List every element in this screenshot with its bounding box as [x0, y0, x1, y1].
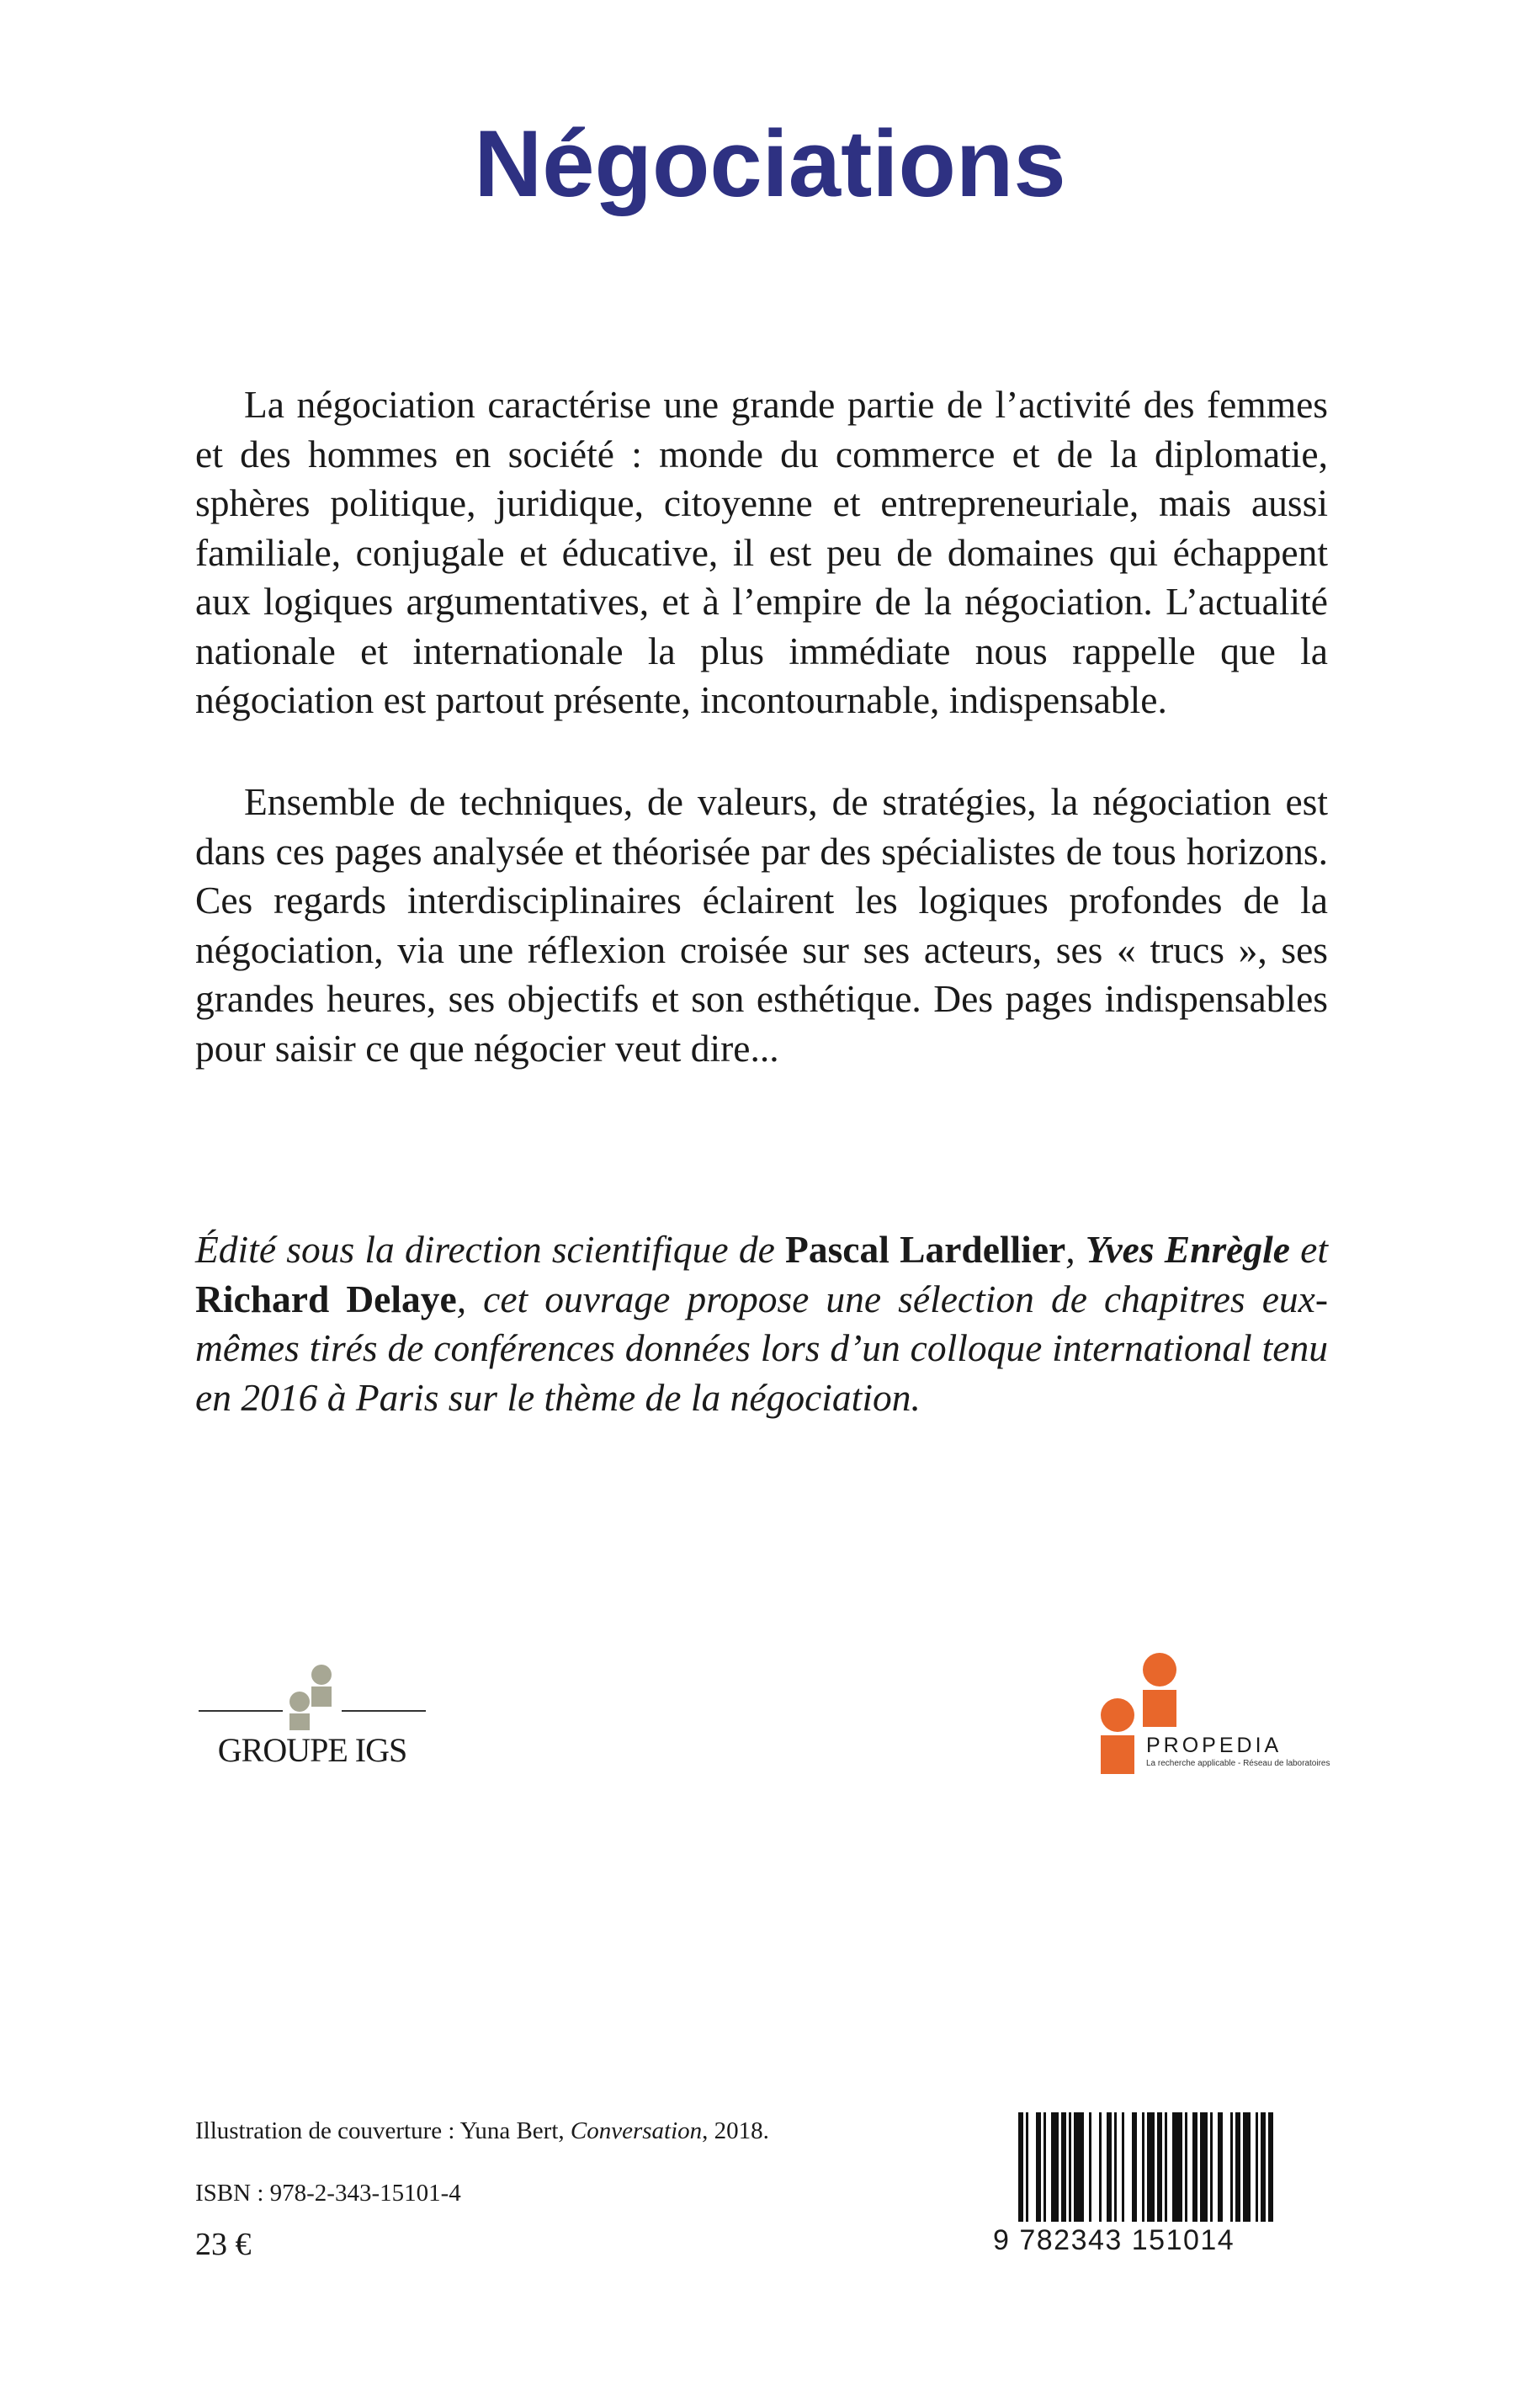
barcode-bar: [1147, 2112, 1155, 2222]
barcode-bar: [1268, 2112, 1273, 2222]
propedia-tagline: La recherche applicable - Réseau de laboratoires: [1146, 1759, 1330, 1768]
barcode-bar: [1210, 2112, 1213, 2222]
logo-circle-icon: [1143, 1653, 1176, 1686]
barcode-bar: [1061, 2112, 1066, 2222]
barcode-bar: [1218, 2112, 1223, 2222]
illustration-credit: [195, 2117, 769, 2145]
description-paragraph-1: [195, 380, 1328, 725]
propedia-name: PROPEDIA: [1146, 1734, 1282, 1757]
logo-circle-icon: [1101, 1698, 1134, 1732]
barcode-bar: [1051, 2112, 1059, 2222]
barcode-digits: 9 782343 151014: [993, 2224, 1235, 2256]
logo-square-icon: [311, 1686, 332, 1707]
barcode-bar: [1069, 2112, 1071, 2222]
barcode-bar: [1142, 2112, 1144, 2222]
editor-name-3: Richard Delaye: [195, 1277, 457, 1320]
groupe-igs-logo: [199, 1658, 426, 1776]
credit-separator-1: ,: [1065, 1228, 1086, 1271]
barcode-bar: [1200, 2112, 1208, 2222]
price: 23 €: [195, 2227, 252, 2262]
barcode-bar: [1185, 2112, 1187, 2222]
description-paragraph-2: [195, 778, 1328, 1073]
credit-intro: Édité sous la direction scientifique de: [195, 1228, 786, 1271]
editor-credit: [195, 1225, 1328, 1422]
editor-name-2: Yves Enrègle: [1085, 1228, 1290, 1271]
paragraph-text: Ensemble de techniques, de valeurs, de stratégies, la négociation est dans ces pages analysée et théorisée par des spécialistes de tous horizons. Ces regards interdisciplinaires éclairent les logiques profondes de la négociation, via une réflexion croisée sur ses acteurs, ses « trucs », ses grandes heures, ses objectifs et son esthétique. Des pages indispensables pour saisir ce que négocier veut dire...: [195, 780, 1328, 1070]
barcode-bar: [1172, 2112, 1182, 2222]
barcode-bar: [1107, 2112, 1112, 2222]
logo-square-icon: [1101, 1735, 1134, 1774]
barcode-bar: [1099, 2112, 1102, 2222]
barcode-bar: [1230, 2112, 1233, 2222]
credit-separator-2: et: [1289, 1228, 1329, 1271]
logo-rule-left: [199, 1710, 283, 1712]
logo-square-icon: [1143, 1690, 1176, 1727]
barcode-bar: [1089, 2112, 1091, 2222]
logo-rule-right: [342, 1710, 426, 1712]
isbn: ISBN : 978-2-343-15101-4: [195, 2180, 461, 2207]
barcode-bar: [1114, 2112, 1117, 2222]
barcode-bars: [1018, 2112, 1321, 2228]
editor-name-1: Pascal Lardellier: [785, 1228, 1066, 1271]
barcode: [993, 2108, 1325, 2268]
barcode-bar: [1157, 2112, 1162, 2222]
barcode-bar: [1165, 2112, 1167, 2222]
logo-dot-icon: [289, 1692, 310, 1712]
logo-dot-icon: [311, 1665, 332, 1685]
barcode-bar: [1018, 2112, 1023, 2222]
barcode-bar: [1043, 2112, 1046, 2222]
igs-label: GROUPE IGS: [217, 1731, 407, 1769]
barcode-bar: [1235, 2112, 1240, 2222]
barcode-bar: [1026, 2112, 1028, 2222]
book-title: Négociations: [474, 111, 1066, 216]
barcode-bar: [1192, 2112, 1197, 2222]
logo-square-icon: [289, 1713, 310, 1730]
illustration-prefix: Illustration de couverture : Yuna Bert,: [195, 2117, 571, 2144]
barcode-bar: [1256, 2112, 1258, 2222]
propedia-logo: [1097, 1651, 1330, 1777]
barcode-bar: [1243, 2112, 1251, 2222]
illustration-suffix: , 2018.: [702, 2117, 769, 2144]
barcode-bar: [1261, 2112, 1266, 2222]
paragraph-text: La négociation caractérise une grande partie de l’activité des femmes et des hommes en société : monde du commerce et de la diplomatie, sphères politique, juridique, citoyenne et entrepreneuriale, mais aussi familiale, conjugale et éducative, il est peu de domaines qui échappent aux logiques argumentatives, et à l’empire de la négociation. L’actualité nationale et internationale la plus immédiate nous rappelle que la négociation est partout présente, incontournable, indispensable.: [195, 383, 1328, 721]
barcode-bar: [1074, 2112, 1084, 2222]
barcode-bar: [1122, 2112, 1124, 2222]
credit-outro: , cet ouvrage propose une sélection de chapitres eux-mêmes tirés de conférences données lors d’un colloque international tenu en 2016 à Paris sur le thème de la négociation.: [195, 1277, 1328, 1419]
barcode-bar: [1132, 2112, 1137, 2222]
barcode-bar: [1036, 2112, 1041, 2222]
illustration-work: Conversation: [570, 2117, 703, 2144]
